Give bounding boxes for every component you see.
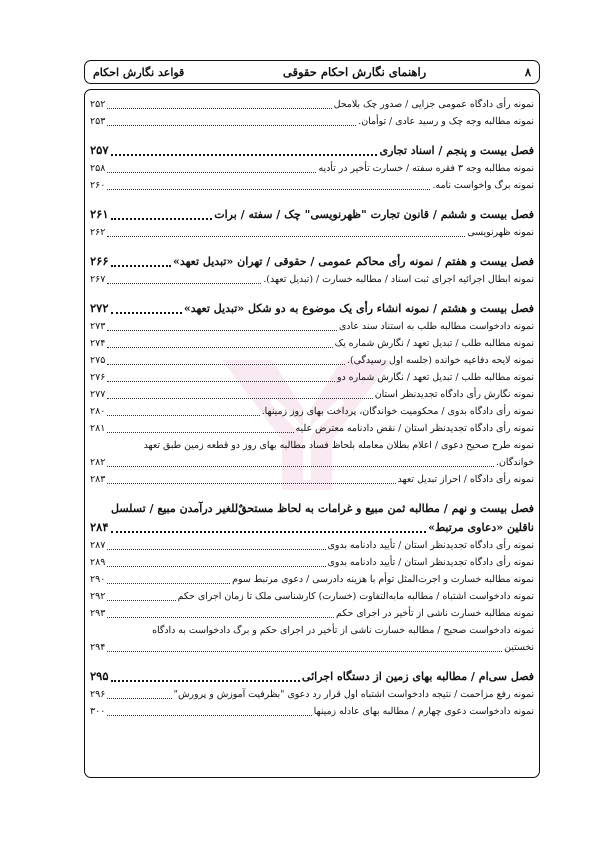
toc-entry[interactable] (90, 571, 534, 588)
leader-dots (111, 218, 213, 220)
toc-entry[interactable] (90, 160, 534, 177)
entry-page: ۲۹۳ (90, 608, 106, 619)
entry-title-line2: خواندگان. (496, 457, 534, 468)
toc-entry[interactable] (90, 471, 534, 488)
leader-dots (107, 483, 395, 484)
chapter-page: ۲۵۷ (90, 143, 109, 157)
chapter-title: فصل بیست و ششم / قانون تجارت "ظهرنویسی" چک / سفته / برات (214, 208, 534, 221)
leader-dots (111, 265, 171, 267)
entry-page: ۲۸۲ (90, 457, 106, 468)
toc-entry[interactable] (90, 605, 534, 622)
toc-entry[interactable] (90, 271, 534, 288)
leader-dots (107, 583, 230, 584)
toc-chapter[interactable] (90, 252, 534, 271)
leader-dots (107, 381, 335, 382)
entry-title: نمونه مطالبه وجه ۳ فقره سفته / خسارت تأخیر در تأدیه (318, 163, 534, 174)
entry-title: نمونه رأی دادگاه تجدیدنظر استان / تأیید دادنامه بدوی (327, 557, 534, 568)
entry-title: نمونه دادخواست دعوی چهارم / مطالبه بهای عادله زمینها (313, 706, 534, 717)
entry-title: نمونه رأی دادگاه عمومی جزایی / صدور چک بلامحل (333, 99, 534, 110)
toc-chapter[interactable] (90, 299, 534, 318)
entry-page: ۲۸۷ (90, 540, 106, 551)
chapter-page: ۲۹۵ (90, 669, 109, 683)
entry-title: نمونه مطالبه طلب / تبدیل تعهد / نگارش شماره دو (336, 372, 534, 383)
toc-entry[interactable] (90, 588, 534, 605)
toc-entry[interactable] (90, 352, 534, 369)
entry-page: ۲۹۶ (90, 689, 106, 700)
chapter-page: ۲۸۴ (90, 520, 109, 534)
toc-entry[interactable] (90, 369, 534, 386)
entry-page: ۲۷۵ (90, 355, 106, 366)
leader-dots (107, 466, 494, 467)
toc-entry[interactable] (90, 386, 534, 403)
entry-page: ۲۸۰ (90, 406, 106, 417)
leader-dots (107, 347, 332, 348)
entry-title: نمونه مطالبه طلب / تبدیل تعهد / نگارش شماره یک (334, 338, 534, 349)
leader-dots (107, 189, 430, 190)
entry-page: ۲۹۴ (90, 642, 106, 653)
chapter-title: فصل بیست و پنجم / اسناد تجاری (379, 144, 534, 157)
entry-page: ۲۸۹ (90, 557, 106, 568)
toc-entry-wrapped-end[interactable] (90, 639, 534, 656)
entry-title: نمونه ابطال اجرائیه اجرای ثبت اسناد / مطالبه خسارت / (تبدیل تعهد). (263, 274, 534, 285)
entry-page: ۲۹۲ (90, 591, 106, 602)
leader-dots (107, 415, 259, 416)
entry-title-line1: نمونه طرح صحیح دعوی / اعلام بطلان معامله بلحاظ فساد مطالبه بهای روز دو قطعه زمین طبق تعهد (143, 440, 534, 451)
toc-chapter-wrapped[interactable] (90, 499, 534, 518)
leader-dots (107, 549, 325, 550)
toc-entry[interactable] (90, 554, 534, 571)
toc-entry-wrapped-end[interactable] (90, 454, 534, 471)
entry-title: نمونه ظهرنویسی (467, 227, 534, 238)
entry-page: ۲۶۲ (90, 227, 106, 238)
toc-entry[interactable] (90, 537, 534, 554)
entry-page: ۲۹۰ (90, 574, 106, 585)
toc-entry[interactable] (90, 420, 534, 437)
entry-page: ۲۷۶ (90, 372, 106, 383)
entry-title: نمونه مطالبه وجه چک و رسید عادی / توأمان. (358, 116, 534, 127)
chapter-title: فصل بیست و هشتم / نمونه انشاء رأی یک موضوع به دو شکل «تبدیل تعهد» (183, 302, 534, 315)
entry-title-line2: نخستین (504, 642, 534, 653)
toc-entry[interactable] (90, 177, 534, 194)
toc-entry[interactable] (90, 224, 534, 241)
leader-dots (107, 108, 331, 109)
leader-dots (107, 566, 325, 567)
entry-page: ۳۰۰ (90, 706, 106, 717)
entry-title: نمونه رأی دادگاه تجدیدنظر استان / تأیید دادنامه بدوی (327, 540, 534, 551)
toc-chapter-wrapped-end[interactable] (90, 518, 534, 537)
chapter-title-line2: ناقلین «دعاوی مرتبط» (428, 521, 534, 534)
chapter-page: ۲۶۶ (90, 254, 109, 268)
leader-dots (111, 312, 182, 314)
chapter-page: ۲۶۱ (90, 207, 109, 221)
entry-title: نمونه لایحه دفاعیه خوانده (جلسه اول رسیدگی). (346, 355, 534, 366)
leader-dots (107, 715, 311, 716)
entry-title: نمونه رفع مزاحمت / نتیجه دادخواست اشتباه اول قرار رد دعوی "بظرفیت آموزش و پرورش" (173, 689, 534, 700)
entry-title: نمونه دادخواست اشتباه / مطالبه مابه‌التفاوت (خسارت) کارشناسی ملک تا زمان اجرای حکم (177, 591, 534, 602)
entry-title: نمونه دادخواست مطالبه طلب به استناد سند عادی (338, 321, 534, 332)
entry-page: ۲۵۳ (90, 116, 106, 127)
leader-dots (107, 125, 356, 126)
leader-dots (111, 680, 300, 682)
entry-page: ۲۷۷ (90, 389, 106, 400)
page-header (84, 60, 540, 84)
leader-dots (107, 617, 334, 618)
leader-dots (107, 600, 175, 601)
leader-dots (111, 154, 378, 156)
entry-page: ۲۷۳ (90, 321, 106, 332)
entry-title: نمونه مطالبه خسارت ناشی از تأخیر در اجرای حکم (336, 608, 534, 619)
chapter-title: فصل بیست و هفتم / نمونه رأی محاکم عمومی / حقوقی / تهران «تبدیل تعهد» (172, 255, 534, 268)
entry-page: ۲۵۲ (90, 99, 106, 110)
toc-entry[interactable] (90, 96, 534, 113)
toc-entry[interactable] (90, 113, 534, 130)
leader-dots (107, 651, 502, 652)
entry-title: نمونه رأی دادگاه / احراز تبدیل تعهد (397, 474, 534, 485)
entry-page: ۲۷۴ (90, 338, 106, 349)
entry-page: ۲۶۷ (90, 274, 106, 285)
section-title: قواعد نگارش احکام (93, 65, 185, 79)
entry-title: نمونه رأی دادگاه بدوی / محکومیت خواندگان، پرداخت بهای روز زمینها. (261, 406, 534, 417)
entry-title: نمونه مطالبه خسارت و اجرت‌المثل توأم با هزینه دادرسی / دعوی مرتبط سوم (232, 574, 534, 585)
chapter-title-line1: فصل بیست و نهم / مطالبه ثمن مبیع و غرامات به لحاظ مستحقٌ‌للغیر درآمدن مبیع / تسلسل (111, 502, 534, 515)
book-title: راهنمای نگارش احکام حقوقی (282, 65, 427, 79)
table-of-contents (90, 96, 534, 720)
toc-chapter[interactable] (90, 205, 534, 224)
entry-title: نمونه رأی دادگاه تجدیدنظر استان / نقض دادنامه معترض علیه (295, 423, 534, 434)
entry-page: ۲۶۰ (90, 180, 106, 191)
leader-dots (107, 364, 345, 365)
leader-dots (107, 283, 261, 284)
leader-dots (107, 398, 372, 399)
toc-chapter[interactable] (90, 667, 534, 686)
entry-page: ۲۵۸ (90, 163, 106, 174)
leader-dots (107, 330, 337, 331)
leader-dots (107, 236, 465, 237)
toc-entry[interactable] (90, 318, 534, 335)
entry-title: نمونه برگ واخواست نامه. (432, 180, 534, 191)
leader-dots (111, 531, 427, 533)
chapter-page: ۲۷۲ (90, 301, 109, 315)
leader-dots (107, 432, 293, 433)
toc-entry[interactable] (90, 335, 534, 352)
page-number: ۸ (524, 65, 531, 79)
leader-dots (107, 172, 316, 173)
entry-title: نمونه نگارش رأی دادگاه تجدیدنظر استان (374, 389, 534, 400)
toc-entry-wrapped[interactable] (90, 437, 534, 454)
entry-page: ۲۸۱ (90, 423, 106, 434)
leader-dots (107, 698, 171, 699)
entry-title-line1: نمونه دادخواست صحیح / مطالبه خسارت ناشی از تأخیر در اجرای حکم و برگ دادخواست به دادگاه (152, 625, 534, 636)
toc-entry[interactable] (90, 686, 534, 703)
chapter-title: فصل سی‌ام / مطالبه بهای زمین از دستگاه اجرائی (301, 670, 534, 683)
entry-page: ۲۸۳ (90, 474, 106, 485)
toc-entry[interactable] (90, 403, 534, 420)
toc-entry-wrapped[interactable] (90, 622, 534, 639)
toc-entry[interactable] (90, 703, 534, 720)
toc-chapter[interactable] (90, 141, 534, 160)
